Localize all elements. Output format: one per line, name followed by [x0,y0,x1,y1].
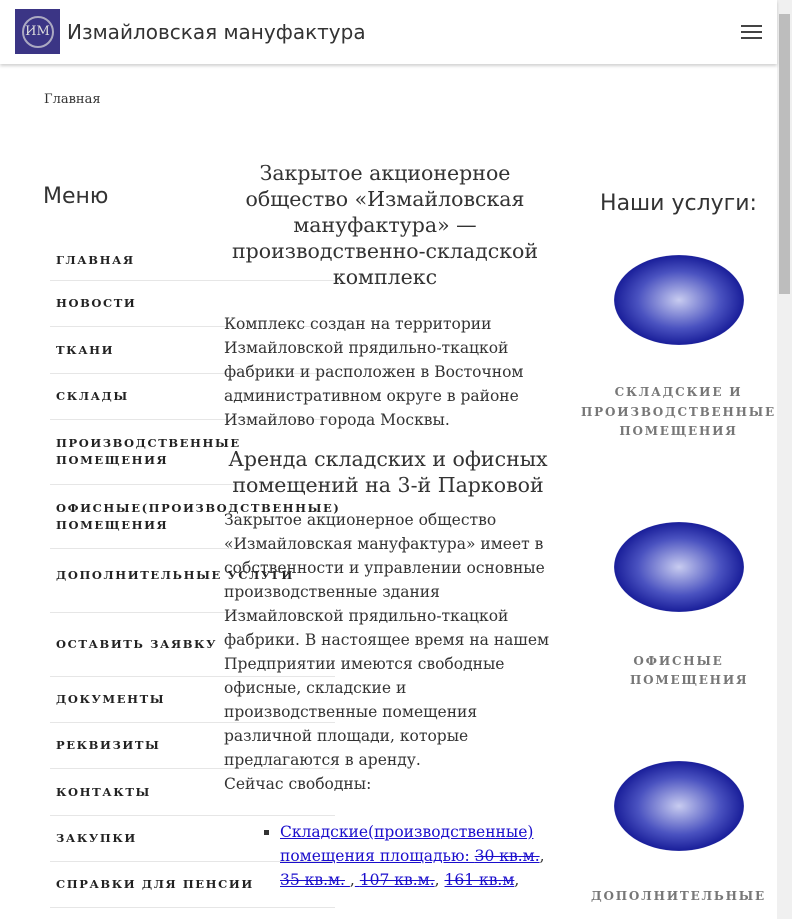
service-image-extra[interactable] [614,761,744,851]
intro-text: Комплекс создан на территории Измайловской прядильно-ткацкой фабрики и расположен в Восточном административном округе в районе Измайлово города Москвы. [224,315,524,429]
page-title: Закрытое акционерное общество «Измайловская мануфактура» — производственно-складской комплекс [231,161,539,289]
available-label: Сейчас свободны: [224,775,372,793]
service-extra[interactable]: ДОПОЛНИТЕЛЬНЫЕ [591,888,766,903]
hamburger-icon[interactable] [741,25,762,39]
menu-item-label: СПРАВКИ ДЛЯ ПЕНСИИ [56,877,254,891]
list-item: ▪ Складские(производственные) помещения площадью: 30 кв.м., 35 кв.м. , 107 кв.м., 161 кв.м, [280,820,552,892]
service-warehouse[interactable]: СКЛАДСКИЕ И ПРОИЗВОДСТВЕННЫЕ ПОМЕЩЕНИЯ [581,385,776,438]
site-header [0,0,777,64]
area-link[interactable]: 161 кв.м [444,871,515,889]
menu-item-label: ГЛАВНАЯ [56,252,135,267]
area-link[interactable]: 107 кв.м. [359,871,435,889]
menu-item-label: ОФИСНЫЕ(ПРОИЗВОДСТВЕННЫЕ) ПОМЕЩЕНИЯ [56,500,341,532]
menu-item-label: КОНТАКТЫ [56,784,151,799]
menu-item-label: ОСТАВИТЬ ЗАЯВКУ [56,637,218,651]
menu-item-label: ЗАКУПКИ [56,831,137,845]
services-panel [580,190,777,906]
site-title[interactable]: Измайловская мануфактура [67,20,366,44]
menu-item-label: СКЛАДЫ [56,389,129,403]
service-image-office[interactable] [614,522,744,612]
menu-item-label: НОВОСТИ [56,296,137,310]
menu-item-label: ПРОИЗВОДСТВЕННЫЕ ПОМЕЩЕНИЯ [56,436,241,467]
main-content [224,160,552,892]
menu-item-label: ТКАНИ [56,342,115,357]
section-title: Аренда складских и офисных помещений на 3-й Парковой [228,447,548,497]
service-office[interactable]: ОФИСНЫЕ ПОМЕЩЕНИЯ [630,653,749,687]
service-image-warehouse[interactable] [614,255,744,345]
menu-title: Меню [43,184,109,209]
scrollbar-thumb[interactable] [779,14,790,294]
breadcrumb[interactable]: Главная [44,92,101,107]
logo-mark: ИМ [22,16,54,48]
menu-item-label: РЕКВИЗИТЫ [56,738,161,752]
area-link[interactable]: 30 кв.м. [474,847,540,865]
menu-item-label: ДОПОЛНИТЕЛЬНЫЕ УСЛУГИ [56,568,294,582]
warehouse-link[interactable]: Складские(производственные) помещения площадью: [280,823,534,865]
area-link[interactable]: 35 кв.м. [280,871,345,889]
scrollbar[interactable] [777,0,792,919]
body-text: Закрытое акционерное общество «Измайловская мануфактура» имеет в собственности и управлении основные производственные здания Измайловской прядильно-ткацкой фабрики. В настоящее время на нашем Предприятии имеются свободные офисные, складские и производственные помещения различной площади, которые предлагаются в аренду. [224,511,550,769]
site-logo[interactable] [15,9,60,54]
services-title: Наши услуги: [600,191,757,216]
menu-item-label: ДОКУМЕНТЫ [56,692,166,706]
available-list [280,820,552,892]
